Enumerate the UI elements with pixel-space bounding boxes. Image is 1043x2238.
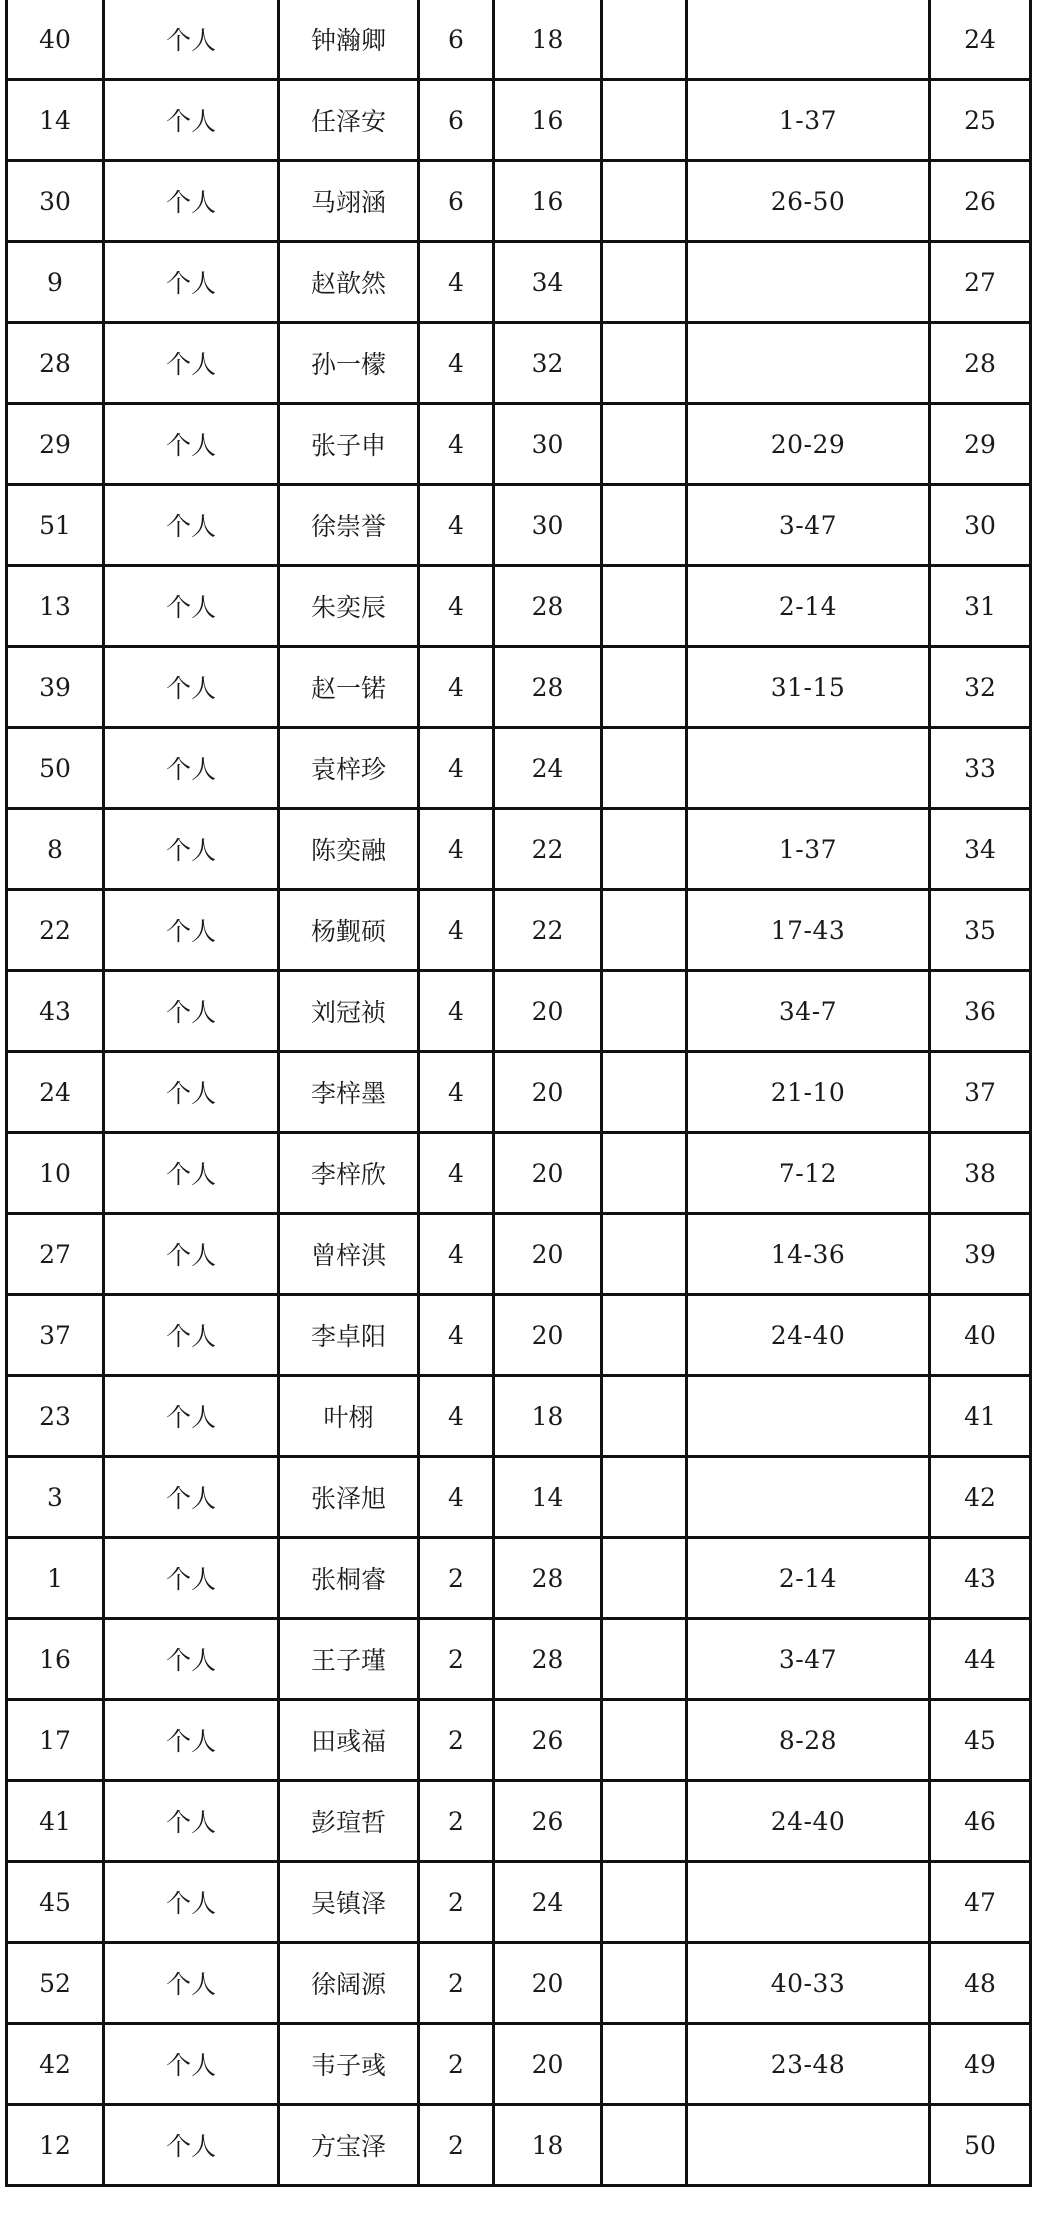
cell-entry-type: 个人 xyxy=(104,1295,279,1376)
cell-tiebreak: 34 xyxy=(494,242,602,323)
cell-rank: 34 xyxy=(930,809,1031,890)
cell-pairing xyxy=(687,323,930,404)
cell-entry-type: 个人 xyxy=(104,1700,279,1781)
table-row xyxy=(7,890,1031,971)
cell-entry-number: 9 xyxy=(7,242,104,323)
cell-entry-number: 23 xyxy=(7,1376,104,1457)
cell-player-name: 张桐睿 xyxy=(279,1538,419,1619)
cell-empty xyxy=(602,242,687,323)
cell-points: 2 xyxy=(419,1619,494,1700)
cell-tiebreak: 20 xyxy=(494,971,602,1052)
cell-empty xyxy=(602,1619,687,1700)
cell-player-name: 方宝泽 xyxy=(279,2105,419,2186)
cell-entry-number: 51 xyxy=(7,485,104,566)
cell-empty xyxy=(602,2024,687,2105)
table-row xyxy=(7,1538,1031,1619)
cell-tiebreak: 30 xyxy=(494,485,602,566)
cell-points: 4 xyxy=(419,485,494,566)
cell-tiebreak: 28 xyxy=(494,1538,602,1619)
cell-player-name: 彭瑄哲 xyxy=(279,1781,419,1862)
cell-entry-number: 10 xyxy=(7,1133,104,1214)
cell-points: 4 xyxy=(419,890,494,971)
cell-entry-type: 个人 xyxy=(104,323,279,404)
cell-empty xyxy=(602,1457,687,1538)
cell-entry-type: 个人 xyxy=(104,0,279,80)
cell-pairing: 24-40 xyxy=(687,1781,930,1862)
cell-empty xyxy=(602,1700,687,1781)
cell-entry-number: 3 xyxy=(7,1457,104,1538)
cell-points: 4 xyxy=(419,1376,494,1457)
cell-points: 6 xyxy=(419,161,494,242)
cell-player-name: 钟瀚卿 xyxy=(279,0,419,80)
cell-points: 4 xyxy=(419,404,494,485)
cell-empty xyxy=(602,1943,687,2024)
cell-entry-type: 个人 xyxy=(104,80,279,161)
cell-entry-type: 个人 xyxy=(104,242,279,323)
cell-pairing: 14-36 xyxy=(687,1214,930,1295)
cell-empty xyxy=(602,971,687,1052)
cell-entry-type: 个人 xyxy=(104,1619,279,1700)
results-table xyxy=(5,0,1032,2187)
cell-empty xyxy=(602,1376,687,1457)
cell-pairing xyxy=(687,2105,930,2186)
cell-tiebreak: 16 xyxy=(494,80,602,161)
cell-player-name: 孙一檬 xyxy=(279,323,419,404)
cell-rank: 48 xyxy=(930,1943,1031,2024)
cell-tiebreak: 20 xyxy=(494,1052,602,1133)
cell-rank: 38 xyxy=(930,1133,1031,1214)
cell-empty xyxy=(602,1295,687,1376)
cell-tiebreak: 22 xyxy=(494,809,602,890)
table-row xyxy=(7,80,1031,161)
cell-entry-number: 29 xyxy=(7,404,104,485)
cell-rank: 25 xyxy=(930,80,1031,161)
cell-rank: 37 xyxy=(930,1052,1031,1133)
cell-tiebreak: 24 xyxy=(494,1862,602,1943)
cell-entry-type: 个人 xyxy=(104,1376,279,1457)
cell-points: 4 xyxy=(419,647,494,728)
cell-player-name: 陈奕融 xyxy=(279,809,419,890)
cell-rank: 28 xyxy=(930,323,1031,404)
cell-rank: 43 xyxy=(930,1538,1031,1619)
table-row xyxy=(7,2024,1031,2105)
cell-entry-type: 个人 xyxy=(104,404,279,485)
cell-empty xyxy=(602,1052,687,1133)
cell-pairing: 17-43 xyxy=(687,890,930,971)
cell-player-name: 李梓欣 xyxy=(279,1133,419,1214)
cell-player-name: 曾梓淇 xyxy=(279,1214,419,1295)
cell-tiebreak: 22 xyxy=(494,890,602,971)
cell-points: 4 xyxy=(419,809,494,890)
cell-entry-type: 个人 xyxy=(104,485,279,566)
table-row xyxy=(7,242,1031,323)
cell-tiebreak: 20 xyxy=(494,1133,602,1214)
cell-pairing: 8-28 xyxy=(687,1700,930,1781)
cell-entry-number: 43 xyxy=(7,971,104,1052)
table-row xyxy=(7,1376,1031,1457)
cell-pairing xyxy=(687,728,930,809)
cell-pairing: 23-48 xyxy=(687,2024,930,2105)
cell-pairing: 3-47 xyxy=(687,1619,930,1700)
table-row xyxy=(7,1052,1031,1133)
cell-pairing xyxy=(687,1376,930,1457)
table-row xyxy=(7,1943,1031,2024)
cell-empty xyxy=(602,1862,687,1943)
cell-pairing xyxy=(687,242,930,323)
cell-entry-number: 22 xyxy=(7,890,104,971)
cell-empty xyxy=(602,2105,687,2186)
cell-player-name: 李梓墨 xyxy=(279,1052,419,1133)
cell-rank: 35 xyxy=(930,890,1031,971)
cell-points: 4 xyxy=(419,566,494,647)
cell-entry-number: 41 xyxy=(7,1781,104,1862)
cell-empty xyxy=(602,80,687,161)
cell-rank: 50 xyxy=(930,2105,1031,2186)
cell-points: 4 xyxy=(419,242,494,323)
cell-pairing: 1-37 xyxy=(687,809,930,890)
cell-player-name: 袁梓珍 xyxy=(279,728,419,809)
cell-pairing: 26-50 xyxy=(687,161,930,242)
cell-rank: 31 xyxy=(930,566,1031,647)
cell-rank: 44 xyxy=(930,1619,1031,1700)
table-row xyxy=(7,485,1031,566)
cell-tiebreak: 14 xyxy=(494,1457,602,1538)
cell-entry-type: 个人 xyxy=(104,1538,279,1619)
cell-tiebreak: 28 xyxy=(494,566,602,647)
cell-entry-type: 个人 xyxy=(104,1781,279,1862)
cell-entry-type: 个人 xyxy=(104,1214,279,1295)
cell-player-name: 朱奕辰 xyxy=(279,566,419,647)
cell-player-name: 张泽旭 xyxy=(279,1457,419,1538)
table-row xyxy=(7,323,1031,404)
cell-empty xyxy=(602,809,687,890)
table-row xyxy=(7,809,1031,890)
cell-player-name: 马翊涵 xyxy=(279,161,419,242)
cell-tiebreak: 20 xyxy=(494,1295,602,1376)
table-row xyxy=(7,0,1031,80)
cell-entry-type: 个人 xyxy=(104,1943,279,2024)
cell-entry-type: 个人 xyxy=(104,728,279,809)
table-row xyxy=(7,971,1031,1052)
cell-rank: 33 xyxy=(930,728,1031,809)
cell-player-name: 叶栩 xyxy=(279,1376,419,1457)
cell-entry-number: 45 xyxy=(7,1862,104,1943)
cell-tiebreak: 28 xyxy=(494,1619,602,1700)
table-row xyxy=(7,161,1031,242)
cell-empty xyxy=(602,161,687,242)
cell-points: 2 xyxy=(419,1862,494,1943)
cell-entry-type: 个人 xyxy=(104,161,279,242)
cell-tiebreak: 18 xyxy=(494,1376,602,1457)
cell-points: 2 xyxy=(419,1943,494,2024)
cell-entry-number: 42 xyxy=(7,2024,104,2105)
cell-entry-type: 个人 xyxy=(104,1862,279,1943)
cell-entry-number: 17 xyxy=(7,1700,104,1781)
cell-pairing: 31-15 xyxy=(687,647,930,728)
cell-entry-number: 37 xyxy=(7,1295,104,1376)
cell-points: 4 xyxy=(419,971,494,1052)
cell-entry-number: 39 xyxy=(7,647,104,728)
table-row xyxy=(7,1295,1031,1376)
cell-pairing: 34-7 xyxy=(687,971,930,1052)
cell-entry-number: 40 xyxy=(7,0,104,80)
cell-empty xyxy=(602,1781,687,1862)
cell-entry-number: 1 xyxy=(7,1538,104,1619)
cell-entry-type: 个人 xyxy=(104,2105,279,2186)
cell-tiebreak: 20 xyxy=(494,2024,602,2105)
cell-player-name: 李卓阳 xyxy=(279,1295,419,1376)
cell-empty xyxy=(602,485,687,566)
cell-entry-number: 8 xyxy=(7,809,104,890)
cell-pairing: 2-14 xyxy=(687,1538,930,1619)
cell-tiebreak: 26 xyxy=(494,1781,602,1862)
cell-tiebreak: 18 xyxy=(494,0,602,80)
cell-player-name: 韦子彧 xyxy=(279,2024,419,2105)
cell-empty xyxy=(602,566,687,647)
cell-rank: 27 xyxy=(930,242,1031,323)
cell-rank: 42 xyxy=(930,1457,1031,1538)
cell-entry-number: 30 xyxy=(7,161,104,242)
cell-empty xyxy=(602,0,687,80)
cell-points: 2 xyxy=(419,2105,494,2186)
table-row xyxy=(7,2105,1031,2186)
cell-entry-number: 12 xyxy=(7,2105,104,2186)
cell-pairing xyxy=(687,1457,930,1538)
cell-entry-number: 27 xyxy=(7,1214,104,1295)
cell-player-name: 任泽安 xyxy=(279,80,419,161)
cell-entry-type: 个人 xyxy=(104,1133,279,1214)
cell-empty xyxy=(602,647,687,728)
cell-rank: 49 xyxy=(930,2024,1031,2105)
cell-pairing: 20-29 xyxy=(687,404,930,485)
table-row xyxy=(7,1133,1031,1214)
cell-points: 4 xyxy=(419,1052,494,1133)
cell-tiebreak: 18 xyxy=(494,2105,602,2186)
cell-rank: 36 xyxy=(930,971,1031,1052)
cell-tiebreak: 32 xyxy=(494,323,602,404)
cell-tiebreak: 20 xyxy=(494,1943,602,2024)
cell-entry-type: 个人 xyxy=(104,971,279,1052)
cell-pairing: 2-14 xyxy=(687,566,930,647)
table-row xyxy=(7,1214,1031,1295)
cell-entry-number: 50 xyxy=(7,728,104,809)
table-row xyxy=(7,647,1031,728)
cell-entry-type: 个人 xyxy=(104,566,279,647)
cell-entry-type: 个人 xyxy=(104,647,279,728)
cell-rank: 46 xyxy=(930,1781,1031,1862)
cell-points: 6 xyxy=(419,0,494,80)
cell-tiebreak: 30 xyxy=(494,404,602,485)
cell-pairing xyxy=(687,1862,930,1943)
cell-tiebreak: 28 xyxy=(494,647,602,728)
cell-rank: 39 xyxy=(930,1214,1031,1295)
cell-player-name: 田彧福 xyxy=(279,1700,419,1781)
cell-rank: 40 xyxy=(930,1295,1031,1376)
cell-empty xyxy=(602,323,687,404)
cell-pairing: 3-47 xyxy=(687,485,930,566)
cell-points: 2 xyxy=(419,1538,494,1619)
cell-pairing: 1-37 xyxy=(687,80,930,161)
cell-tiebreak: 26 xyxy=(494,1700,602,1781)
cell-entry-number: 14 xyxy=(7,80,104,161)
cell-player-name: 徐崇誉 xyxy=(279,485,419,566)
cell-entry-number: 28 xyxy=(7,323,104,404)
cell-points: 4 xyxy=(419,728,494,809)
table-row xyxy=(7,1700,1031,1781)
cell-rank: 32 xyxy=(930,647,1031,728)
cell-empty xyxy=(602,890,687,971)
cell-points: 2 xyxy=(419,1781,494,1862)
cell-rank: 30 xyxy=(930,485,1031,566)
cell-rank: 26 xyxy=(930,161,1031,242)
cell-player-name: 王子瑾 xyxy=(279,1619,419,1700)
table-row xyxy=(7,566,1031,647)
cell-entry-type: 个人 xyxy=(104,890,279,971)
cell-empty xyxy=(602,404,687,485)
table-row xyxy=(7,728,1031,809)
cell-tiebreak: 16 xyxy=(494,161,602,242)
cell-rank: 41 xyxy=(930,1376,1031,1457)
cell-player-name: 刘冠祯 xyxy=(279,971,419,1052)
cell-rank: 45 xyxy=(930,1700,1031,1781)
table-row xyxy=(7,1862,1031,1943)
cell-entry-type: 个人 xyxy=(104,1052,279,1133)
table-row xyxy=(7,1457,1031,1538)
cell-tiebreak: 24 xyxy=(494,728,602,809)
cell-rank: 29 xyxy=(930,404,1031,485)
cell-entry-number: 13 xyxy=(7,566,104,647)
cell-entry-type: 个人 xyxy=(104,809,279,890)
cell-points: 4 xyxy=(419,1133,494,1214)
cell-points: 2 xyxy=(419,2024,494,2105)
cell-points: 4 xyxy=(419,323,494,404)
cell-entry-number: 16 xyxy=(7,1619,104,1700)
cell-pairing: 24-40 xyxy=(687,1295,930,1376)
cell-points: 4 xyxy=(419,1457,494,1538)
cell-entry-number: 52 xyxy=(7,1943,104,2024)
cell-pairing xyxy=(687,0,930,80)
table-row xyxy=(7,1619,1031,1700)
cell-player-name: 吴镇泽 xyxy=(279,1862,419,1943)
cell-entry-type: 个人 xyxy=(104,1457,279,1538)
cell-rank: 24 xyxy=(930,0,1031,80)
cell-empty xyxy=(602,1133,687,1214)
cell-empty xyxy=(602,1538,687,1619)
cell-player-name: 赵一锘 xyxy=(279,647,419,728)
cell-pairing: 40-33 xyxy=(687,1943,930,2024)
cell-points: 4 xyxy=(419,1214,494,1295)
cell-player-name: 张子申 xyxy=(279,404,419,485)
cell-pairing: 21-10 xyxy=(687,1052,930,1133)
cell-pairing: 7-12 xyxy=(687,1133,930,1214)
cell-entry-type: 个人 xyxy=(104,2024,279,2105)
cell-points: 2 xyxy=(419,1700,494,1781)
cell-player-name: 赵歆然 xyxy=(279,242,419,323)
cell-player-name: 徐阔源 xyxy=(279,1943,419,2024)
cell-empty xyxy=(602,1214,687,1295)
cell-entry-number: 24 xyxy=(7,1052,104,1133)
cell-empty xyxy=(602,728,687,809)
cell-player-name: 杨觐硕 xyxy=(279,890,419,971)
table-row xyxy=(7,1781,1031,1862)
cell-points: 6 xyxy=(419,80,494,161)
cell-tiebreak: 20 xyxy=(494,1214,602,1295)
cell-rank: 47 xyxy=(930,1862,1031,1943)
cell-points: 4 xyxy=(419,1295,494,1376)
table-body xyxy=(7,0,1031,2186)
table-row xyxy=(7,404,1031,485)
